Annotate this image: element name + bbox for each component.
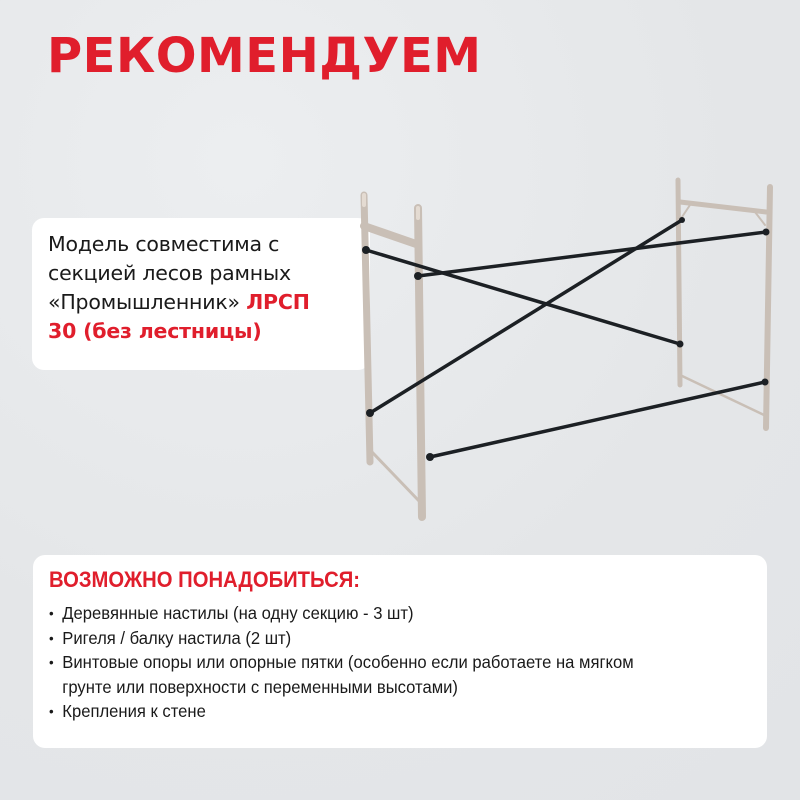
scaffold-frame-image bbox=[340, 170, 790, 530]
model-detail-highlight: 30 (без лестницы) bbox=[48, 319, 262, 343]
list-item: • Крепления к стене bbox=[49, 699, 731, 724]
compatibility-card bbox=[32, 218, 370, 370]
scaffold-icon bbox=[340, 170, 790, 530]
list-item: • Деревянные настилы (на одну секцию - 3 шт) bbox=[49, 601, 731, 626]
compat-line-2: секцией лесов рамных bbox=[48, 261, 291, 285]
page-title: РЕКОМЕНДУЕМ bbox=[47, 28, 482, 84]
list-item: • Винтовые опоры или опорные пятки (особенно если работаете на мягком грунте или поверхности с переменными высотами) bbox=[49, 650, 680, 699]
accessories-list bbox=[49, 601, 767, 724]
list-item: • Ригеля / балку настила (2 шт) bbox=[49, 626, 731, 651]
accessories-title: ВОЗМОЖНО ПОНАДОБИТЬСЯ: bbox=[49, 567, 361, 592]
compat-line-3: «Промышленник» bbox=[48, 290, 240, 314]
accessories-card bbox=[33, 555, 767, 748]
model-name-highlight: ЛРСП bbox=[246, 290, 310, 314]
compatibility-text bbox=[48, 230, 370, 346]
compat-line-1: Модель совместима с bbox=[48, 232, 280, 256]
